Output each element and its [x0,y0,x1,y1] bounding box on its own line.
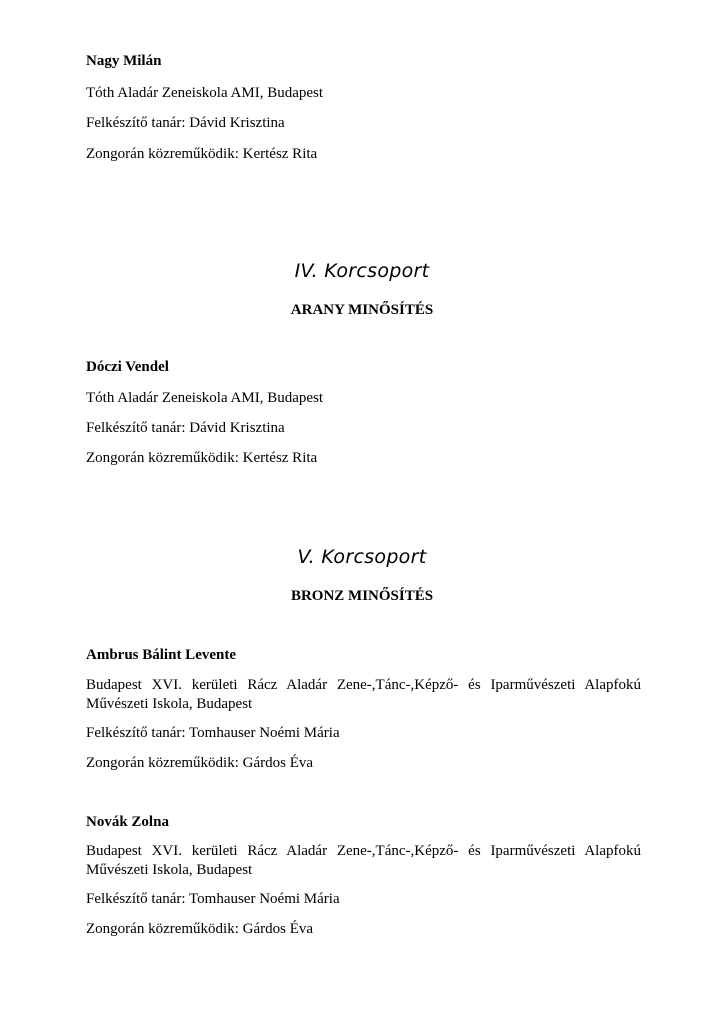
participant-name: Novák Zolna [86,814,169,830]
participant-accompanist: Zongorán közreműködik: Gárdos Éva [86,755,314,771]
participant-school: Budapest XVI. kerületi Rácz Aladár Zene-,Tánc-,Képző- és Iparművészeti Alapfokú Művészeti Iskola, Budapest [86,677,641,712]
age-group-heading: V. Korcsoport [297,546,427,568]
participant-name: Nagy Milán [86,53,162,69]
participant-name: Ambrus Bálint Levente [86,647,236,663]
participant-teacher: Felkészítő tanár: Tomhauser Noémi Mária [86,725,340,741]
participant-school: Budapest XVI. kerületi Rácz Aladár Zene-,Tánc-,Képző- és Iparművészeti Alapfokú Művészeti Iskola, Budapest [86,843,641,878]
rating-heading: ARANY MINŐSÍTÉS [290,302,434,318]
participant-teacher: Felkészítő tanár: Dávid Krisztina [86,420,285,436]
participant-accompanist: Zongorán közreműködik: Kertész Rita [86,146,318,162]
participant-teacher: Felkészítő tanár: Dávid Krisztina [86,115,285,131]
participant-name: Dóczi Vendel [86,359,169,375]
rating-heading: BRONZ MINŐSÍTÉS [290,588,434,604]
age-group-heading: IV. Korcsoport [294,260,430,282]
participant-accompanist: Zongorán közreműködik: Kertész Rita [86,450,318,466]
participant-teacher: Felkészítő tanár: Tomhauser Noémi Mária [86,891,340,907]
participant-school: Tóth Aladár Zeneiskola AMI, Budapest [86,85,324,101]
participant-accompanist: Zongorán közreműködik: Gárdos Éva [86,921,314,937]
participant-school: Tóth Aladár Zeneiskola AMI, Budapest [86,390,324,406]
